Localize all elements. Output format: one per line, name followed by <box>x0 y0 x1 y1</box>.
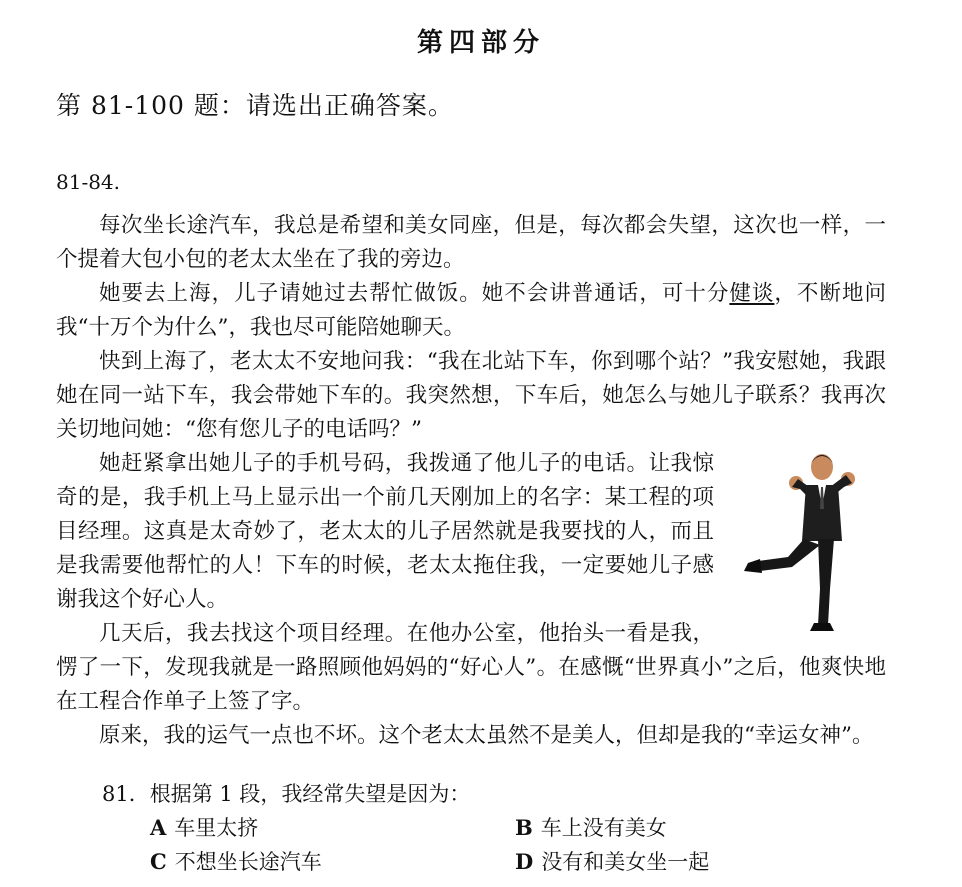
option-letter: D <box>515 849 534 874</box>
option-text: 车里太挤 <box>174 816 259 840</box>
option-d[interactable] <box>515 846 709 876</box>
paragraph-2-part-2: ，不断地问我“十万个为什么”，我也尽可能陪她聊天。 <box>56 281 886 340</box>
paragraph-1: 每次坐长途汽车，我总是希望和美女同座，但是，每次都会失望，这次也一样，一个提着大包小包的老太太坐在了我的旁边。 <box>56 213 886 272</box>
happy-man-illustration <box>730 449 880 639</box>
option-text: 不想坐长途汽车 <box>174 850 322 874</box>
option-b[interactable] <box>515 812 667 842</box>
option-c[interactable] <box>150 846 322 876</box>
option-letter: C <box>150 849 167 874</box>
paragraph-4: 她赶紧拿出她儿子的手机号码，我拨通了他儿子的电话。让我惊奇的是，我手机上马上显示出一个前几天刚加上的名字：某工程的项目经理。这真是太奇妙了，老太太的儿子居然就是我要找的人，而且是我需要他帮忙的人！下车的时候，老太太拖住我，一定要她儿子感谢我这个好心人。 <box>56 451 714 612</box>
instruction: 第 81-100 题：请选出正确答案。 <box>56 91 454 120</box>
paragraph-3: 快到上海了，老太太不安地问我：“我在北站下车，你到哪个站？”我安慰她，我跟她在同一站下车，我会带她下车的。我突然想，下车后，她怎么与她儿子联系？我再次关切地问她：“您有您儿子的电话吗？” <box>56 349 886 442</box>
question-81-stem: 81．根据第 1 段，我经常失望是因为： <box>102 782 471 806</box>
option-text: 车上没有美女 <box>540 816 667 840</box>
section-title: 第四部分 <box>416 28 545 58</box>
underlined-word: 健谈 <box>729 281 775 306</box>
option-letter: B <box>515 815 533 840</box>
paragraph-5: 几天后，我去找这个项目经理。在他办公室，他抬头一看是我，愣了一下，发现我就是一路照顾他妈妈的“好心人”。在感慨“世界真小”之后，他爽快地在工程合作单子上签了字。 <box>56 621 886 714</box>
paragraph-2-part-1: 她要去上海，儿子请她过去帮忙做饭。她不会讲普通话，可十分 <box>99 281 730 306</box>
reading-passage <box>56 209 886 753</box>
option-text: 没有和美女坐一起 <box>541 850 710 874</box>
option-letter: A <box>150 815 167 840</box>
question-range-label: 81-84. <box>56 170 121 194</box>
paragraph-2 <box>56 277 886 345</box>
paragraph-6: 原来，我的运气一点也不坏。这个老太太虽然不是美人，但却是我的“幸运女神”。 <box>99 723 874 748</box>
option-a[interactable] <box>150 812 258 842</box>
